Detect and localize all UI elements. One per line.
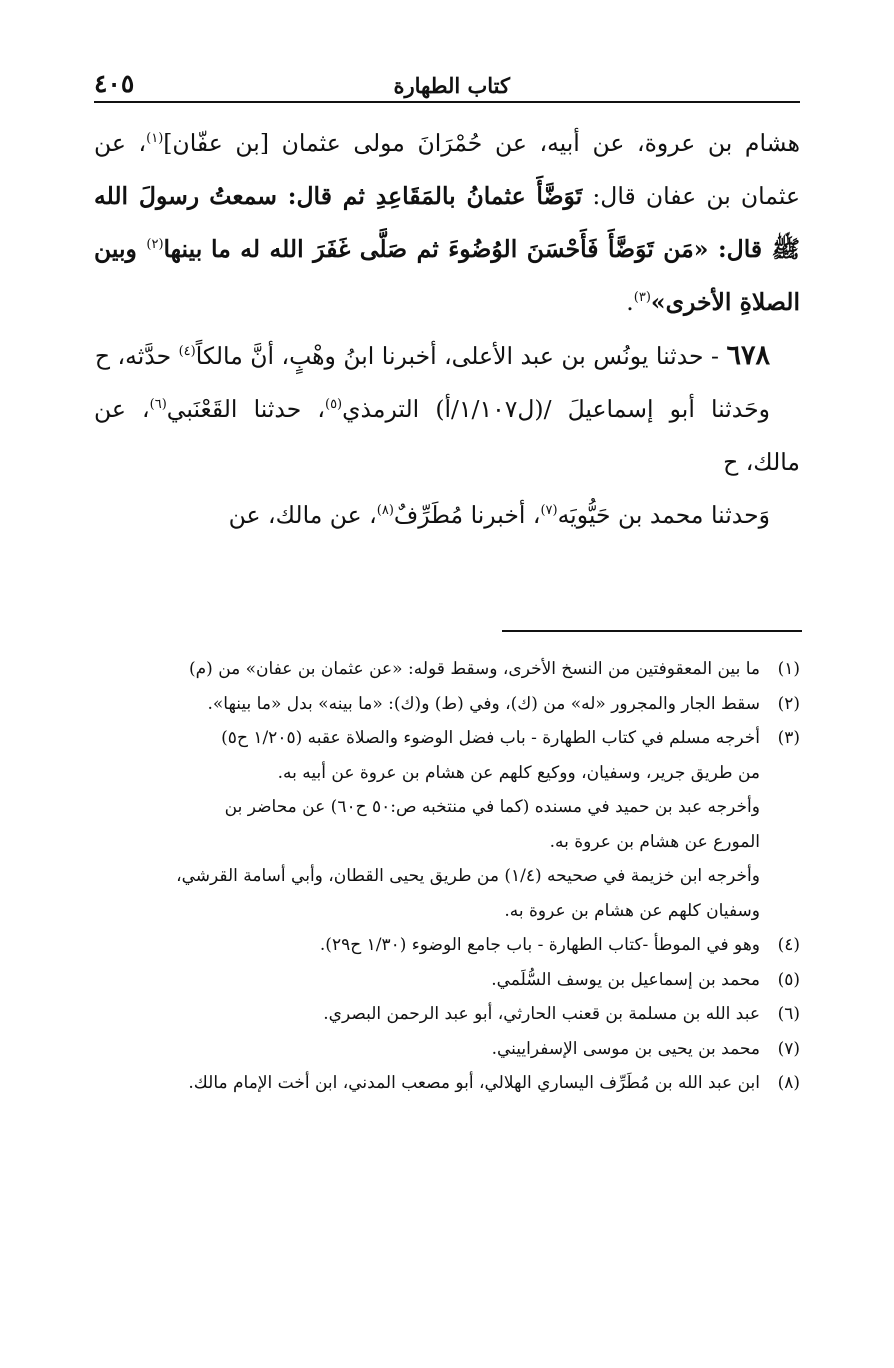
footnotes (94, 652, 800, 1101)
paragraph-4: وَحدثنا محمد بن حَيُّويَه$^{(٧)}$، أخبرنا مُطَرِّفٌ$^{(٨)}$، عن مالك، عن (228, 501, 770, 529)
footnote-marker: (٦) (777, 1004, 800, 1024)
footnote-5: (٥) محمد بن إسماعيل بن يوسف السُّلَمي. (94, 963, 800, 998)
paragraph-3: وحَدثنا أبو إسماعيلَ /(ل١/١٠٧/أ) الترمذي$^{(٥)}$، حدثنا القَعْنَبي$^{(٦)}$، عن مالك، ح (94, 395, 800, 476)
footnote-6: (٦) عبد الله بن مسلمة بن قعنب الحارثي، أبو عبد الرحمن البصري. (94, 997, 800, 1032)
footnote-1: (١) ما بين المعقوفتين من النسخ الأخرى، وسقط قوله: «عن عثمان بن عفان» من (م) (94, 652, 800, 687)
paragraph-678: ٦٧٨ - حدثنا يونُس بن عبد الأعلى، أخبرنا ابنُ وهْبٍ، أنَّ مالكاً$^{(٤)}$ حدَّثه، ح (94, 340, 770, 371)
footnote-ref: (٢) (146, 237, 164, 253)
footnote-2: (٢) سقط الجار والمجرور «له» من (ك)، وفي (ط) و(ك): «ما بينه» بدل «ما بينها». (94, 687, 800, 722)
footnote-marker: (٣) (777, 728, 800, 748)
paragraph-1: هشام بن عروة، عن أبيه، عن حُمْرَانَ مولى عثمان [بن عفّان]$^{(١)}$، عن عثمان بن عفان قال: تَوَضَّأَ عثمانُ بالمَقَاعِدِ ثم قال: سمعتُ رسولَ الله ﷺ قال: «مَن تَوَضَّأَ فَأَحْسَنَ الوُضُوءَ ثم صَلَّى غَفَرَ الله له ما بينها$^{(٢)}$ وبين الصلاةِ الأخرى»$^{(٣)}$. (94, 129, 800, 316)
footnote-divider (502, 630, 802, 632)
footnote-marker: (٥) (777, 969, 800, 990)
footnote-7: (٧) محمد بن يحيى بن موسى الإسفراييني. (94, 1032, 800, 1067)
hadith-text: تَوَضَّأَ عثمانُ بالمَقَاعِدِ ثم قال: سمعتُ (209, 182, 583, 210)
footnote-4: (٤) وهو في الموطأ -كتاب الطهارة - باب جامع الوضوء (١/٣٠ ح٢٩). (94, 928, 800, 963)
main-text (94, 117, 800, 542)
footnote-ref: (٨) (376, 503, 394, 519)
footnote-ref: (٤) (178, 344, 196, 360)
header-divider (94, 101, 800, 103)
footnote-3: (٣) أخرجه مسلم في كتاب الطهارة - باب فضل الوضوء والصلاة عقبه (١/٢٠٥ ح٥) من طريق جرير، وسفيان، ووكيع كلهم عن هشام بن عروة عن أبيه به. وأخرجه عبد بن حميد في مسنده (كما في منتخبه ص:٥٠ ح٦٠) عن محاضر بن المورع عن هشام بن عروة به. وأخرجه ابن خزيمة في صحيحه (١/٤) من طريق يحيى القطان، وأبي أسامة القرشي، وسفيان كلهم عن هشام بن عروة به. (94, 721, 800, 928)
footnote-marker: (١) (777, 659, 800, 679)
page-number: ٤٠٥ (94, 69, 135, 98)
footnote-ref: (٦) (149, 397, 167, 413)
footnote-ref: (٧) (540, 503, 558, 519)
footnote-marker: (٢) (777, 693, 800, 714)
footnote-ref: (٣) (633, 290, 651, 306)
page-header (94, 68, 800, 98)
footnote-8: (٨) ابن عبد الله بن مُطَرِّف اليساري الهلالي، أبو مصعب المدني، ابن أخت الإمام مالك. (94, 1066, 800, 1101)
footnote-marker: (٨) (777, 1073, 800, 1093)
footnote-marker: (٧) (777, 1038, 800, 1059)
footnote-ref: (١) (146, 131, 164, 147)
footnote-marker: (٤) (777, 935, 800, 955)
footnote-ref: (٥) (324, 397, 343, 413)
hadith-text: رسولَ الله ﷺ قال: «مَن تَوَضَّأَ فَأَحْسَنَ الوُضُوءَ ثم صَلَّى غَفَرَ الله له ما (94, 182, 800, 263)
hadith-number: ٦٧٨ (726, 340, 770, 371)
running-title: كتاب الطهارة (393, 73, 510, 98)
